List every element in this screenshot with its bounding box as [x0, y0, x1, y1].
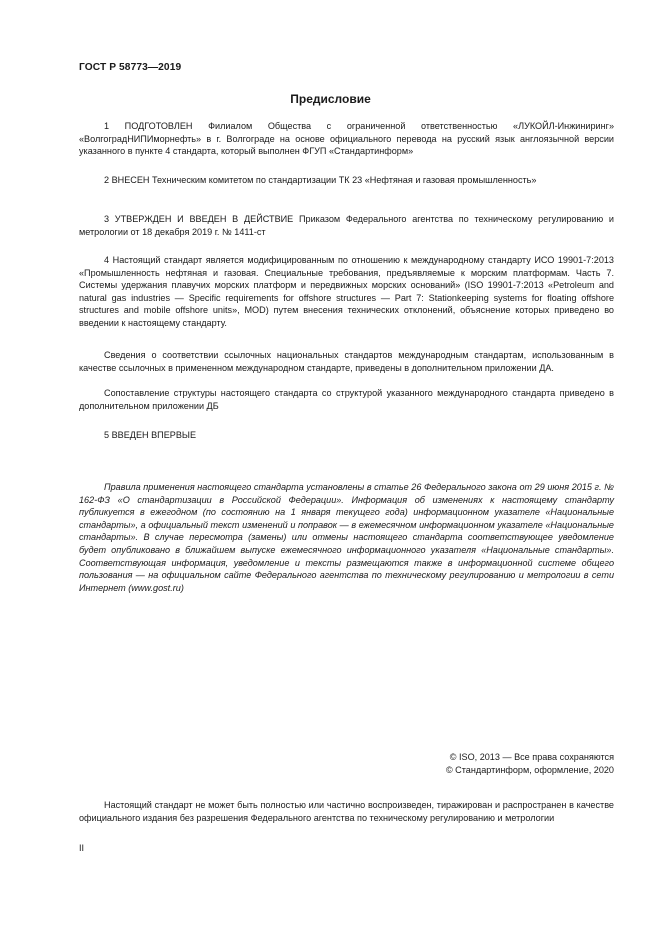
page-number: II — [79, 843, 85, 853]
item-4-modified: 4 Настоящий стандарт является модифицированным по отношению к международному стандарту ИСО 19901-7:2013 «Промышленность нефтяная и газовая. Специальные требования, предъявляемые к морским платформам. Часть 7. Системы удержания плавучих морских платформ и передвижных морских оснований» (ISO 19901-7:2013 «Petroleum and natural gas industries — Specific requirements for offshore structures — Part 7: Stationkeeping systems for floating offshore structures and mobile offshore units», MOD) путем внесения технических отклонений, объяснение которых приведено во введении к настоящему стандарту. — [79, 255, 614, 328]
copyright-iso: © ISO, 2013 — Все права сохраняются — [449, 752, 614, 762]
copyright-standartinform: © Стандартинформ, оформление, 2020 — [445, 765, 614, 775]
page-title: Предисловие — [290, 92, 371, 106]
item-3-approved: 3 УТВЕРЖДЕН И ВВЕДЕН В ДЕЙСТВИЕ Приказом Федерального агентства по техническому регулированию и метрологии от 18 декабря 2019 г. № 1411-ст — [79, 214, 614, 237]
item-2-submitted: 2 ВНЕСЕН Техническим комитетом по стандартизации ТК 23 «Нефтяная и газовая промышленность» — [104, 175, 537, 185]
reproduction-notice: Настоящий стандарт не может быть полностью или частично воспроизведен, тиражирован и распространен в качестве официального издания без разрешения Федерального агентства по техническому регулированию и метрологии — [79, 800, 614, 823]
item-5-introduced: 5 ВВЕДЕН ВПЕРВЫЕ — [104, 430, 197, 440]
standard-code: ГОСТ Р 58773—2019 — [79, 62, 182, 73]
item-4-structure: Сопоставление структуры настоящего стандарта со структурой указанного международного стандарта приведено в дополнительном приложении ДБ — [79, 388, 614, 411]
item-1-prepared: 1 ПОДГОТОВЛЕН Филиалом Общества с ограниченной ответственностью «ЛУКОЙЛ-Инжиниринг» «ВолгоградНИПИморнефть» в г. Волгограде на основе официального перевода на русский язык англоязычной версии указанного в пункте 4 стандарта, который выполнен ФГУП «Стандартинформ» — [79, 121, 614, 157]
item-4-references: Сведения о соответствии ссылочных национальных стандартов международным стандартам, использованным в качестве ссылочных в примененном международном стандарте, приведены в дополнительном приложении ДА. — [79, 350, 614, 373]
application-rules-notice: Правила применения настоящего стандарта установлены в статье 26 Федерального закона от 29 июня 2015 г. № 162-ФЗ «О стандартизации в Российской Федерации». Информация об изменениях к настоящему стандарту публикуется в ежегодном (по состоянию на 1 января текущего года) информационном указателе «Национальные стандарты», а официальный текст изменений и поправок — в ежемесячном информационном указателе «Национальные стандарты». В случае пересмотра (замены) или отмены настоящего стандарта соответствующее уведомление будет опубликовано в ближайшем выпуске ежемесячного информационного указателя «Национальные стандарты». Соответствующая информация, уведомление и тексты размещаются также в информационной системе общего пользования — на официальном сайте Федерального агентства по техническому регулированию и метрологии в сети Интернет (www.gost.ru) — [79, 482, 614, 593]
